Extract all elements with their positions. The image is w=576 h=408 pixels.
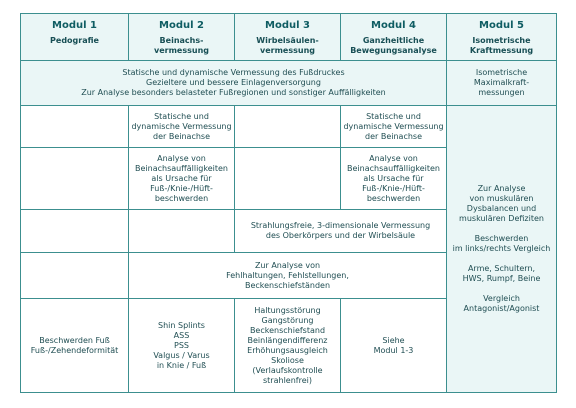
module-4-header	[341, 14, 447, 61]
module-2-subtitle: Beinachs- vermessung	[154, 36, 209, 55]
beschwerden-fuss-cell: Beschwerden Fuß Fuß-/Zehendeformität	[21, 299, 129, 393]
module-4-title: Modul 4	[371, 20, 416, 31]
beschwerden-ganzheitlich-cell: Siehe Modul 1-3	[341, 299, 447, 393]
kraftmessung-summary-cell: Isometrische Maximalkraft- messungen	[447, 61, 557, 106]
module-1-subtitle: Pedografie	[50, 36, 99, 45]
beschwerden-beinachse-cell: Shin Splints ASS PSS Valgus / Varus in Knie / Fuß	[129, 299, 235, 393]
kraftmessung-detail-cell: Zur Analyse von muskulären Dysbalancen und muskulären Defiziten Beschwerden im links/rechts Vergleich Arme, Schultern, HWS, Rumpf, Beine Vergleich Antagonist/Agonist	[447, 106, 557, 393]
module-5-header	[447, 14, 557, 61]
module-2-header	[129, 14, 235, 61]
beinachse-analyse-cell-m4: Analyse von Beinachsauffälligkeiten als Ursache für Fuß-/Knie-/Hüft- beschwerden	[341, 148, 447, 210]
empty-cell	[235, 148, 341, 210]
empty-cell	[21, 148, 129, 210]
empty-cell	[129, 210, 235, 253]
empty-cell	[21, 210, 129, 253]
beinachse-vermessung-cell-m2: Statische und dynamische Vermessung der Beinachse	[129, 106, 235, 148]
empty-cell	[21, 253, 129, 299]
empty-cell	[21, 106, 129, 148]
module-3-subtitle: Wirbelsäulen- vermessung	[256, 36, 319, 55]
row-pedografie	[21, 61, 557, 106]
wirbelsaeule-vermessung-cell: Strahlungsfreie, 3-dimensionale Vermessung des Oberkörpers und der Wirbelsäule	[235, 210, 447, 253]
beinachse-analyse-cell-m2: Analyse von Beinachsauffälligkeiten als Ursache für Fuß-/Knie-/Hüft- beschwerden	[129, 148, 235, 210]
beinachse-vermessung-cell-m4: Statische und dynamische Vermessung der Beinachse	[341, 106, 447, 148]
module-1-title: Modul 1	[52, 20, 97, 31]
module-5-subtitle: Isometrische Kraftmessung	[469, 36, 534, 55]
module-5-title: Modul 5	[479, 20, 524, 31]
module-4-subtitle: Ganzheitliche Bewegungsanalyse	[350, 36, 437, 55]
module-3-header	[235, 14, 341, 61]
pedografie-description-cell: Statische und dynamische Vermessung des Fußdruckes Gezieltere und bessere Einlagenversorgung Zur Analyse besonders belasteter Fußregionen und sonstiger Auffälligkeiten	[21, 61, 447, 106]
fehlhaltungen-cell: Zur Analyse von Fehlhaltungen, Fehlstellungen, Beckenschiefständen	[129, 253, 447, 299]
beschwerden-wirbelsaeule-cell: Haltungsstörung Gangstörung Beckenschiefstand Beinlängendifferenz Erhöhungsausgleich Skoliose (Verlaufskontrolle strahlenfrei)	[235, 299, 341, 393]
row-beinachse-vermessung	[21, 106, 557, 148]
module-2-title: Modul 2	[159, 20, 204, 31]
empty-cell	[235, 106, 341, 148]
header-row	[21, 14, 557, 61]
module-3-title: Modul 3	[265, 20, 310, 31]
module-table	[20, 13, 557, 393]
module-1-header	[21, 14, 129, 61]
